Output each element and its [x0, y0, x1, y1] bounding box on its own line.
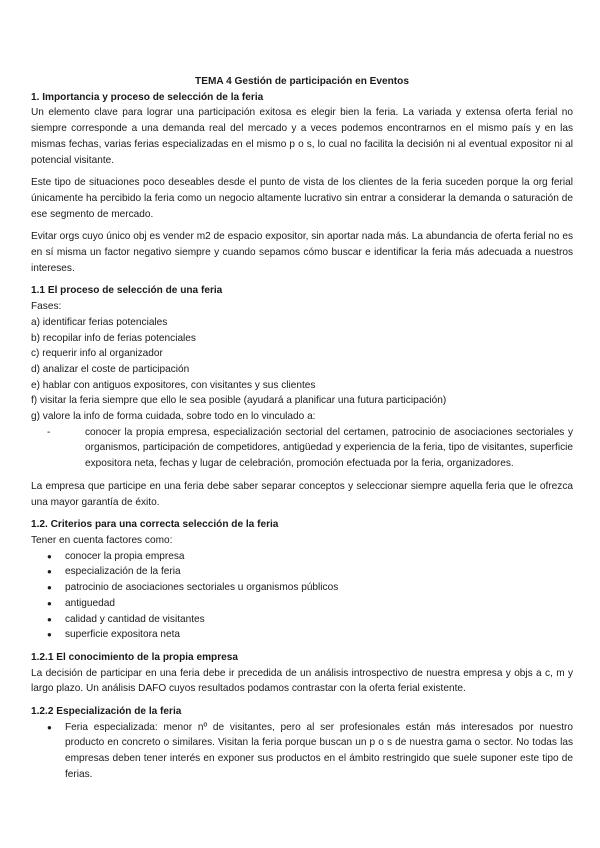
bullet-icon: ●	[47, 551, 52, 561]
phase-step: c) requerir info al organizador	[31, 348, 163, 360]
phase-step: a) identificar ferias potenciales	[31, 316, 168, 328]
list-item	[31, 720, 573, 783]
list-item	[31, 596, 573, 612]
bullet-icon: ●	[47, 614, 52, 624]
phase-step: e) hablar con antiguos expositores, con visitantes y sus clientes	[31, 379, 316, 391]
phase-step: g) valore la info de forma cuidada, sobre todo en lo vinculado a:	[31, 411, 316, 423]
list-item-text: superficie expositora neta	[65, 629, 181, 641]
phase-step: f) visitar la feria siempre que ello le sea posible (ayudará a planificar una futura participación)	[31, 395, 447, 407]
list-item-text: conocer la propia empresa	[65, 550, 185, 562]
phase-step: d) analizar el coste de participación	[31, 363, 190, 375]
list-item	[31, 564, 573, 580]
section-1-paragraph-1: Un elemento clave para lograr una participación exitosa es elegir bien la feria. La variada y extensa oferta ferial no siempre corresponde a una demanda real del mercado y a veces podemos encontrarnos en el mismo país y en las mismas fechas, varias ferias especializadas en el mismo p o s, lo cual no facilita la decisión ni al eventual expositor ni al potencial visitante.	[31, 107, 573, 166]
section-1-1-heading: 1.1 El proceso de selección de una feria	[31, 285, 223, 297]
phase-step: b) recopilar info de ferias potenciales	[31, 332, 196, 344]
list-item-text: patrocinio de asociaciones sectoriales u organismos públicos	[65, 582, 339, 594]
list-item	[31, 549, 573, 565]
dash-item-text: conocer la propia empresa, especialización sectorial del certamen, patrocinio de asociaciones sectoriales y organismos, participación de competidores, antigüedad y experiencia de la feria, tipo de visitantes, superficie expositora neta, fechas y lugar de celebración, promoción efectuada por la feria, organizadores.	[85, 426, 573, 470]
list-item	[31, 627, 573, 643]
bullet-icon: ●	[47, 583, 52, 593]
bullet-icon: ●	[47, 598, 52, 608]
dash-list-item	[31, 425, 573, 472]
specialization-list	[31, 720, 573, 783]
section-1-paragraph-2: Este tipo de situaciones poco deseables desde el punto de vista de los clientes de la feria suceden porque la org ferial únicamente ha percibido la feria como un negocio altamente lucrativo sin entrar a considerar la demanda o saturación de ese segmento de mercado.	[31, 177, 573, 220]
list-item	[31, 612, 573, 628]
page-title: TEMA 4 Gestión de participación en Eventos	[195, 76, 409, 87]
list-item-text: calidad y cantidad de visitantes	[65, 613, 205, 625]
bullet-icon: ●	[47, 567, 52, 577]
section-1-paragraph-3: Evitar orgs cuyo único obj es vender m2 de espacio expositor, sin aportar nada más. La abundancia de oferta ferial no es en sí misma un factor negativo siempre y cuando sepamos cómo buscar e identificar la feria más adecuada a nuestros intereses.	[31, 231, 573, 274]
list-item-text: especialización de la feria	[65, 566, 181, 578]
phases-label: Fases:	[31, 301, 62, 313]
section-1-2-heading: 1.2. Criterios para una correcta selección de la feria	[31, 519, 279, 531]
document-body	[31, 74, 573, 783]
criteria-list	[31, 549, 573, 643]
dash-marker: -	[47, 426, 51, 438]
list-item-text: antiguedad	[65, 597, 115, 609]
list-item	[31, 580, 573, 596]
section-1-2-2-heading: 1.2.2 Especialización de la feria	[31, 706, 182, 718]
list-item-text: Feria especializada: menor nº de visitantes, pero al ser profesionales están más interesados por nuestro producto en concreto o similares. Visitan la feria porque buscan un p o s de nuestra gama o sector. No todas las empresas deben tener interés en exponer sus productos en el ámbito restringido que suele suponer este tipo de ferias.	[65, 721, 573, 780]
section-1-2-1-heading: 1.2.1 El conocimiento de la propia empresa	[31, 651, 238, 663]
bullet-icon: ●	[47, 722, 52, 732]
bullet-icon: ●	[47, 630, 52, 640]
section-1-1-closing: La empresa que participe en una feria debe saber separar conceptos y seleccionar siempre aquella feria que le ofrezca una mayor garantía de éxito.	[31, 480, 573, 508]
criteria-intro: Tener en cuenta factores como:	[31, 534, 173, 546]
section-1-heading: 1. Importancia y proceso de selección de la feria	[31, 91, 264, 103]
section-1-2-1-text: La decisión de participar en una feria debe ir precedida de un análisis introspectivo de nuestra empresa y objs a c, m y largo plazo. Un análisis DAFO cuyos resultados podamos contrastar con la oferta ferial existente.	[31, 667, 573, 695]
